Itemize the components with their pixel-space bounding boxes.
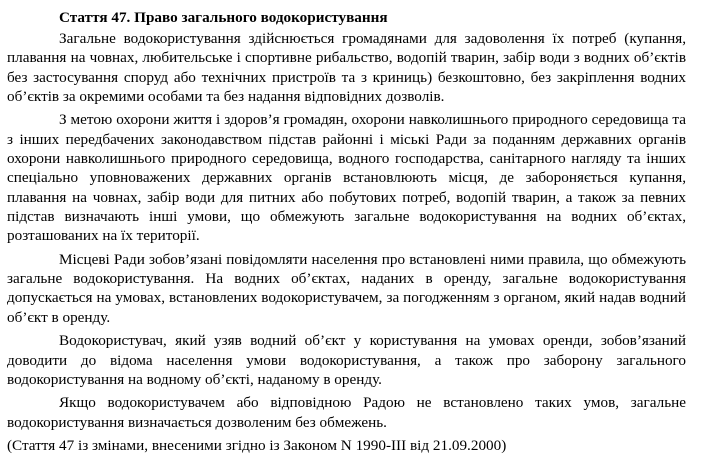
- article-paragraph-3: Місцеві Ради зобов’язані повідомляти населення про встановлені ними правила, що обмежують загальне водокористування. На водних об’єктах, наданих в оренду, загальне водокористування допускається на умовах, встановлених водокористувачем, за погодженням з органом, який надав водний об’єкт в оренду.: [7, 250, 686, 326]
- article-paragraph-5: Якщо водокористувачем або відповідною Радою не встановлено таких умов, загальне водокористування визначається дозволеним без обмежень.: [7, 394, 686, 431]
- article-paragraph-2: З метою охорони життя і здоров’я громадян, охорони навколишнього природного середовища та з інших передбачених законодавством підстав районні і міські Ради за поданням державних органів охорони навколишнього природного середовища, водного господарства, санітарного нагляду та інших спеціально уповноважених державних органів встановлюють місця, де забороняється купання, плавання на човнах, забір води для питних або побутових потреб, водопій тварин, а також за певних підстав визначають інші умови, що обмежують загальне водокористування на водних об’єктах, розташованих на їх території.: [7, 111, 686, 245]
- article-paragraph-4: Водокористувач, який узяв водний об’єкт у користування на умовах оренди, зобов’язаний доводити до відома населення умови водокористування, а також про заборону загального водокористування на водному об’єкті, наданому в оренду.: [7, 332, 686, 388]
- article-paragraph-1: Загальне водокористування здійснюється громадянами для задоволення їх потреб (купання, плавання на човнах, любительське і спортивне рибальство, водопій тварин, забір води з водних об’єктів без застосування споруд або технічних пристроїв та з криниць) безкоштовно, без закріплення водних об’єктів за окремими особами та без надання відповідних дозволів.: [7, 30, 686, 106]
- amendment-note: (Стаття 47 із змінами, внесеними згідно із Законом N 1990-III від 21.09.2000): [7, 436, 507, 454]
- article-title: Стаття 47. Право загального водокористування: [59, 9, 388, 26]
